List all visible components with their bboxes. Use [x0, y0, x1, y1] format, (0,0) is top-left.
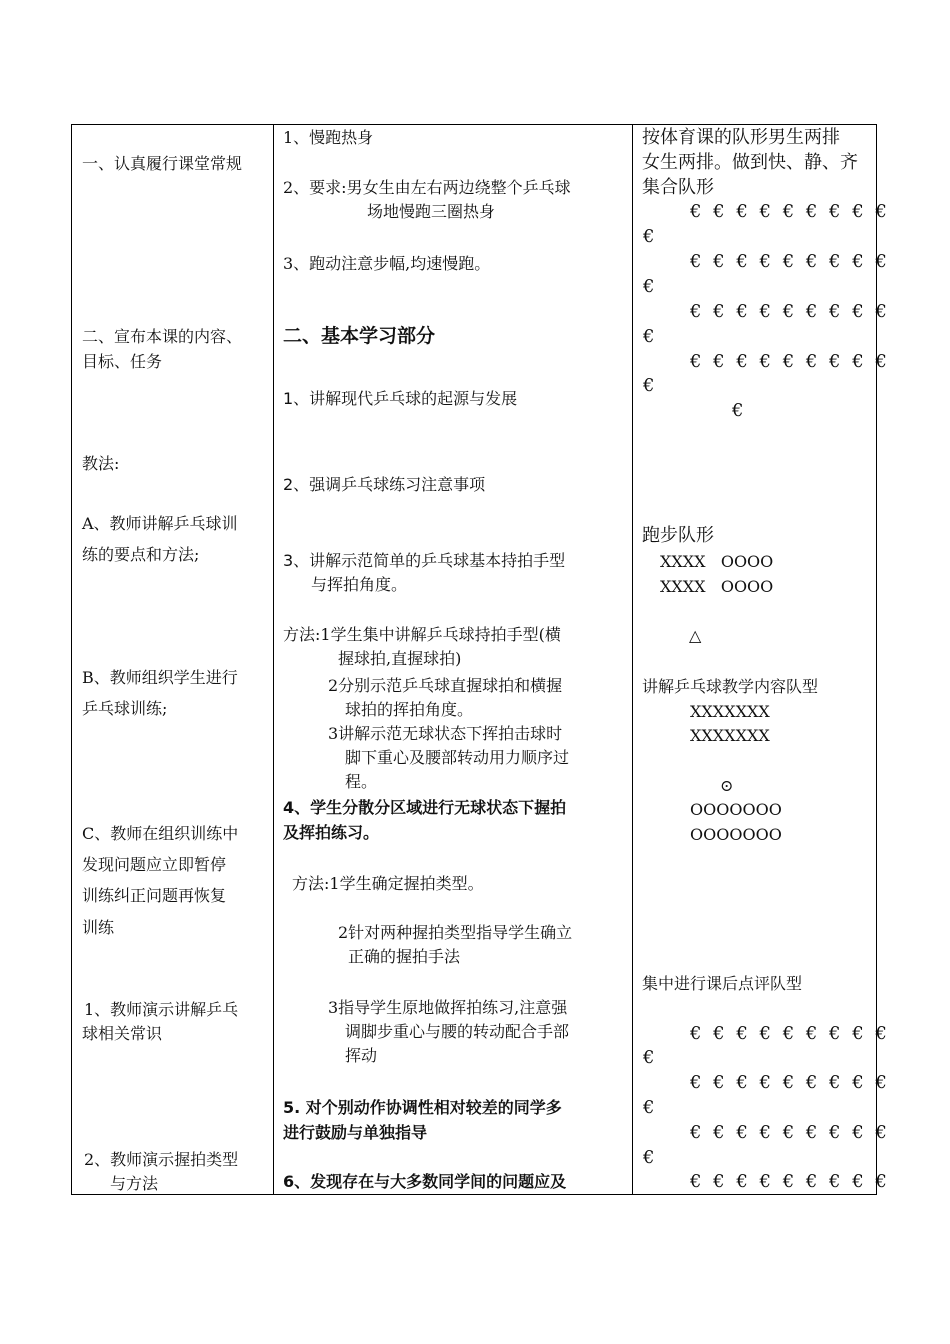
middle-text: 2针对两种握拍类型指导学生确立: [338, 923, 573, 942]
middle-text: 方法:1学生集中讲解乒乓球持拍手型(横: [283, 625, 561, 644]
left-text: B、教师组织学生进行: [82, 668, 238, 687]
middle-text: 调脚步重心与腰的转动配合手部: [345, 1022, 570, 1041]
middle-text: 程。: [345, 772, 378, 791]
formation-row: € € € € € € € € €: [690, 251, 890, 272]
middle-text: 3、讲解示范简单的乒乓球基本持拍手型: [283, 551, 566, 570]
middle-text: 6、发现存在与大多数同学间的问题应及: [283, 1172, 567, 1191]
column-divider-2: [632, 125, 633, 1194]
formation-row: XXXXXXX: [690, 702, 770, 721]
teacher-triangle-icon: △: [689, 626, 702, 645]
formation-row: € € € € € € € € €: [690, 1171, 890, 1192]
left-text: 球相关常识: [82, 1024, 163, 1043]
middle-text: 2、强调乒乓球练习注意事项: [283, 475, 486, 494]
left-text: 教法:: [82, 454, 120, 473]
middle-text: 与挥拍角度。: [311, 575, 408, 594]
right-text: 集中进行课后点评队型: [642, 974, 803, 993]
middle-text: 挥动: [345, 1046, 378, 1065]
middle-text: 1、慢跑热身: [283, 128, 374, 147]
teacher-mark: €: [732, 400, 744, 421]
formation-row: XXXXXXX: [690, 726, 770, 745]
formation-row: € € € € € € € € €: [690, 301, 890, 322]
formation-row: € € € € € € € € €: [690, 351, 890, 372]
formation-row: XXXX OOOO: [660, 552, 774, 571]
formation-mark: €: [643, 1147, 655, 1168]
column-divider-1: [273, 125, 274, 1194]
formation-row: XXXX OOOO: [660, 577, 774, 596]
right-text: 按体育课的队形男生两排: [642, 127, 840, 148]
left-text: 与方法: [110, 1174, 159, 1193]
formation-mark: €: [643, 1047, 655, 1068]
teacher-dot-icon: ⊙: [720, 776, 734, 795]
formation-row: € € € € € € € € €: [690, 1023, 890, 1044]
middle-text: 2分别示范乒乓球直握球拍和横握: [328, 676, 563, 695]
left-text: C、教师在组织训练中: [82, 824, 239, 843]
formation-row: OOOOOOO: [690, 800, 782, 819]
left-text: 目标、任务: [82, 352, 163, 371]
left-text: 1、教师演示讲解乒乓: [84, 1000, 239, 1019]
right-text: 女生两排。做到快、静、齐: [642, 152, 858, 173]
formation-row: € € € € € € € € €: [690, 1072, 890, 1093]
left-text: 发现问题应立即暂停: [82, 855, 227, 874]
left-text: 二、宣布本课的内容、: [82, 327, 243, 346]
formation-mark: €: [643, 276, 655, 297]
formation-row: € € € € € € € € €: [690, 1122, 890, 1143]
middle-text: 3指导学生原地做挥拍练习,注意强: [328, 998, 568, 1017]
middle-text: 球拍的挥拍角度。: [345, 700, 474, 719]
middle-text: 场地慢跑三圈热身: [367, 202, 496, 221]
right-text: 集合队形: [642, 177, 714, 198]
middle-text: 及挥拍练习。: [283, 823, 380, 842]
formation-row: OOOOOOO: [690, 825, 782, 844]
middle-text: 1、讲解现代乒乓球的起源与发展: [283, 389, 518, 408]
left-text: 训练纠正问题再恢复: [82, 886, 227, 905]
formation-row: € € € € € € € € €: [690, 201, 890, 222]
middle-text: 正确的握拍手法: [348, 947, 461, 966]
left-text: 一、认真履行课堂常规: [82, 154, 243, 173]
left-text: A、教师讲解乒乓球训: [82, 514, 238, 533]
formation-mark: €: [643, 226, 655, 247]
right-text: 讲解乒乓球教学内容队型: [642, 677, 819, 696]
left-text: 2、教师演示握拍类型: [84, 1150, 239, 1169]
formation-mark: €: [643, 1097, 655, 1118]
formation-mark: €: [643, 326, 655, 347]
left-text: 练的要点和方法;: [82, 545, 200, 564]
left-text: 乒乓球训练;: [82, 699, 168, 718]
formation-mark: €: [643, 375, 655, 396]
right-text: 跑步队形: [642, 525, 714, 546]
middle-text: 方法:1学生确定握拍类型。: [292, 874, 484, 893]
middle-text: 3讲解示范无球状态下挥拍击球时: [328, 724, 563, 743]
left-text: 训练: [82, 918, 115, 937]
middle-text: 3、跑动注意步幅,均速慢跑。: [283, 254, 491, 273]
middle-text: 握球拍,直握球拍): [338, 649, 462, 668]
section-heading: 二、基本学习部分: [283, 325, 436, 347]
middle-text: 2、要求:男女生由左右两边绕整个乒乓球: [283, 178, 571, 197]
middle-text: 5. 对个别动作协调性相对较差的同学多: [283, 1098, 562, 1117]
middle-text: 进行鼓励与单独指导: [283, 1123, 428, 1142]
middle-text: 脚下重心及腰部转动用力顺序过: [345, 748, 570, 767]
middle-text: 4、学生分散分区域进行无球状态下握拍: [283, 798, 567, 817]
